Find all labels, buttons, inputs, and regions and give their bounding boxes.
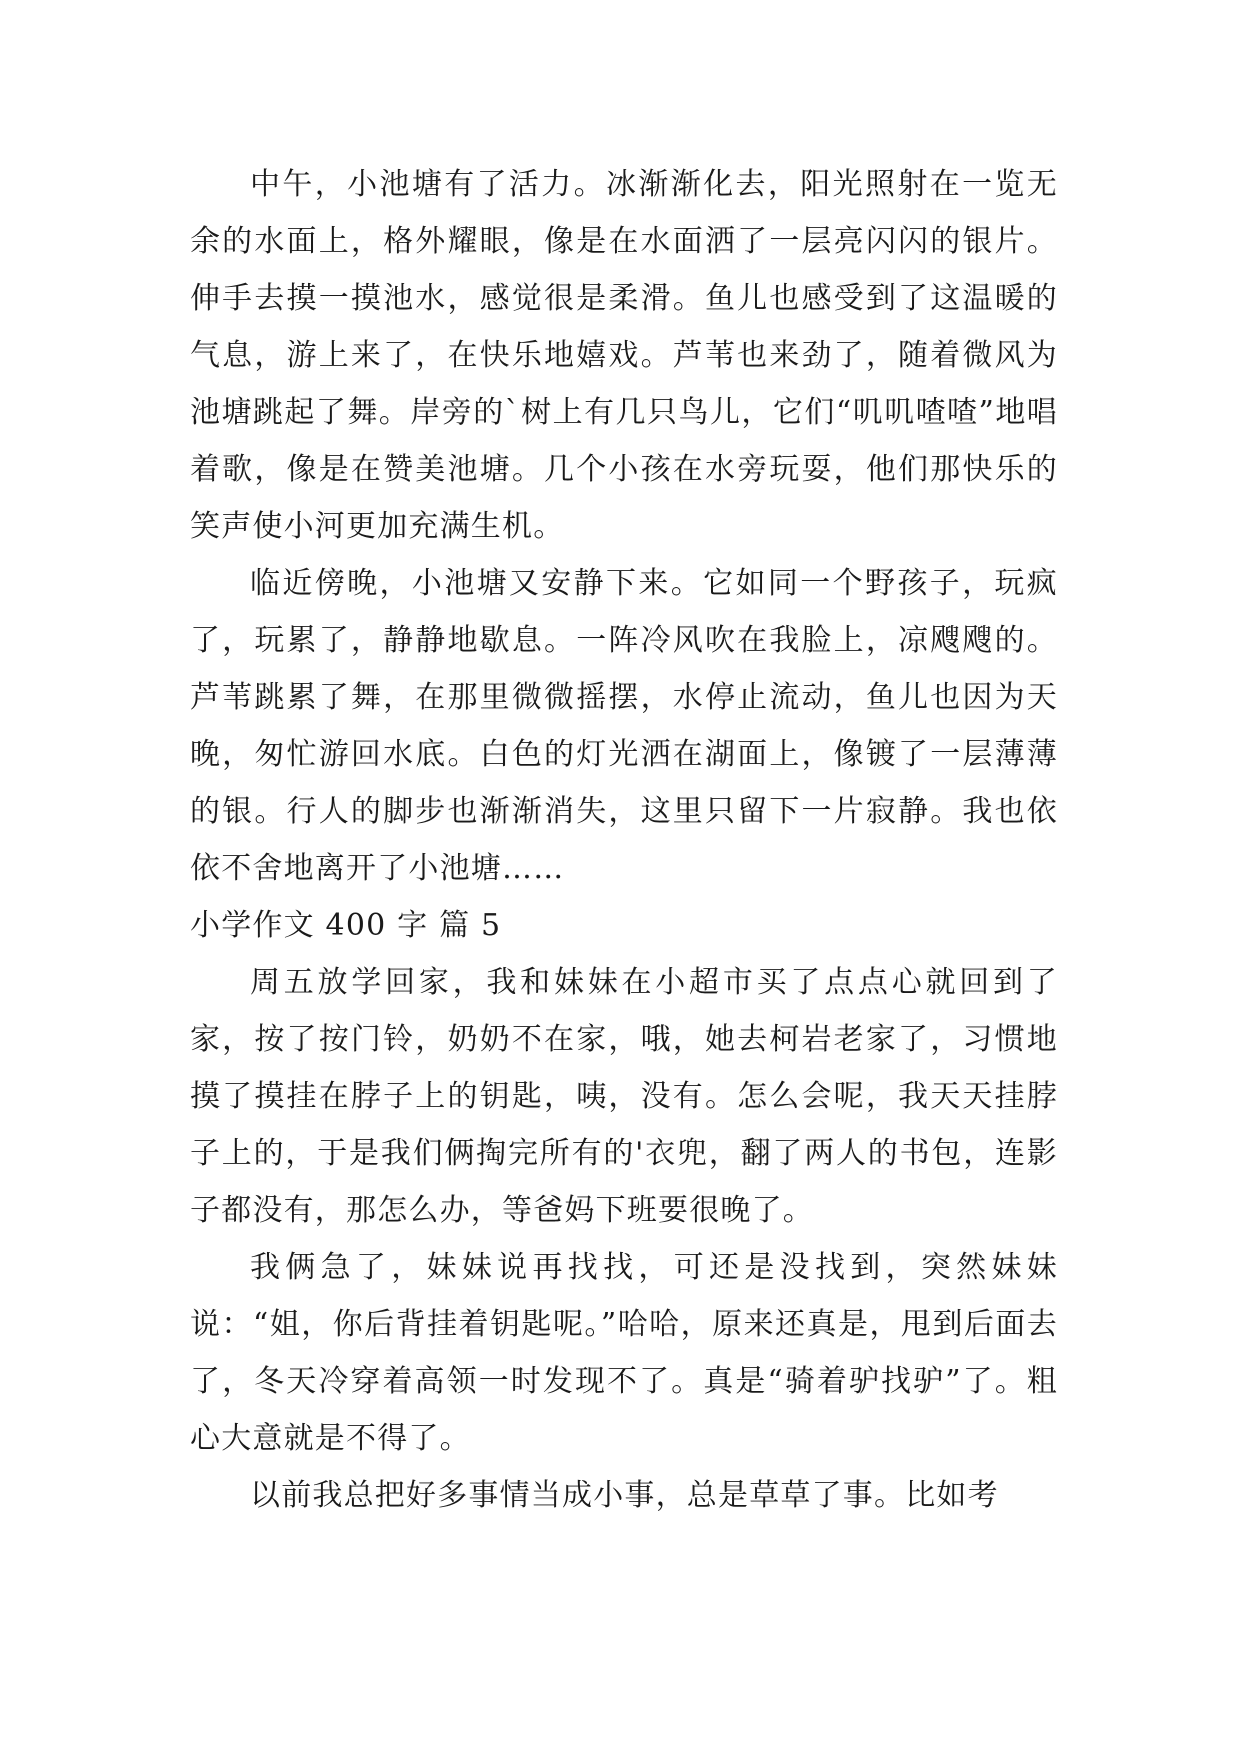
paragraph-friday: 周五放学回家，我和妹妹在小超市买了点点心就回到了家，按了按门铃，奶奶不在家，哦，她去柯岩老家了，习惯地摸了摸挂在脖子上的钥匙，咦，没有。怎么会呢，我天天挂脖子上的，于是我们俩掏完所有的'衣兜，翻了两人的书包，连影子都没有，那怎么办，等爸妈下班要很晚了。 [190,965,1058,1228]
paragraph-lesson: 以前我总把好多事情当成小事，总是草草了事。比如考 [250,1478,999,1513]
paragraph-search: 我俩急了，妹妹说再找找，可还是没找到，突然妹妹说：“姐，你后背挂着钥匙呢。”哈哈，原来还真是，甩到后面去了，冬天冷穿着高领一时发现不了。真是“骑着驴找驴”了。粗心大意就是不得了。 [190,1250,1058,1456]
document-body [190,156,1058,1524]
paragraph-evening: 临近傍晚，小池塘又安静下来。它如同一个野孩子，玩疯了，玩累了，静静地歇息。一阵冷风吹在我脸上，凉飕飕的。芦苇跳累了舞，在那里微微摇摆，水停止流动，鱼儿也因为天晚，匆忙游回水底。白色的灯光洒在湖面上，像镀了一层薄薄的银。行人的脚步也渐渐消失，这里只留下一片寂静。我也依依不舍地离开了小池塘…… [190,566,1058,886]
paragraph-noon: 中午，小池塘有了活力。冰渐渐化去，阳光照射在一览无余的水面上，格外耀眼，像是在水面洒了一层亮闪闪的银片。伸手去摸一摸池水，感觉很是柔滑。鱼儿也感受到了这温暖的气息，游上来了，在快乐地嬉戏。芦苇也来劲了，随着微风为池塘跳起了舞。岸旁的`树上有几只鸟儿，它们“叽叽喳喳”地唱着歌，像是在赞美池塘。几个小孩在水旁玩耍，他们那快乐的笑声使小河更加充满生机。 [190,167,1058,544]
essay-heading: 小学作文 400 字 篇 5 [190,908,502,943]
